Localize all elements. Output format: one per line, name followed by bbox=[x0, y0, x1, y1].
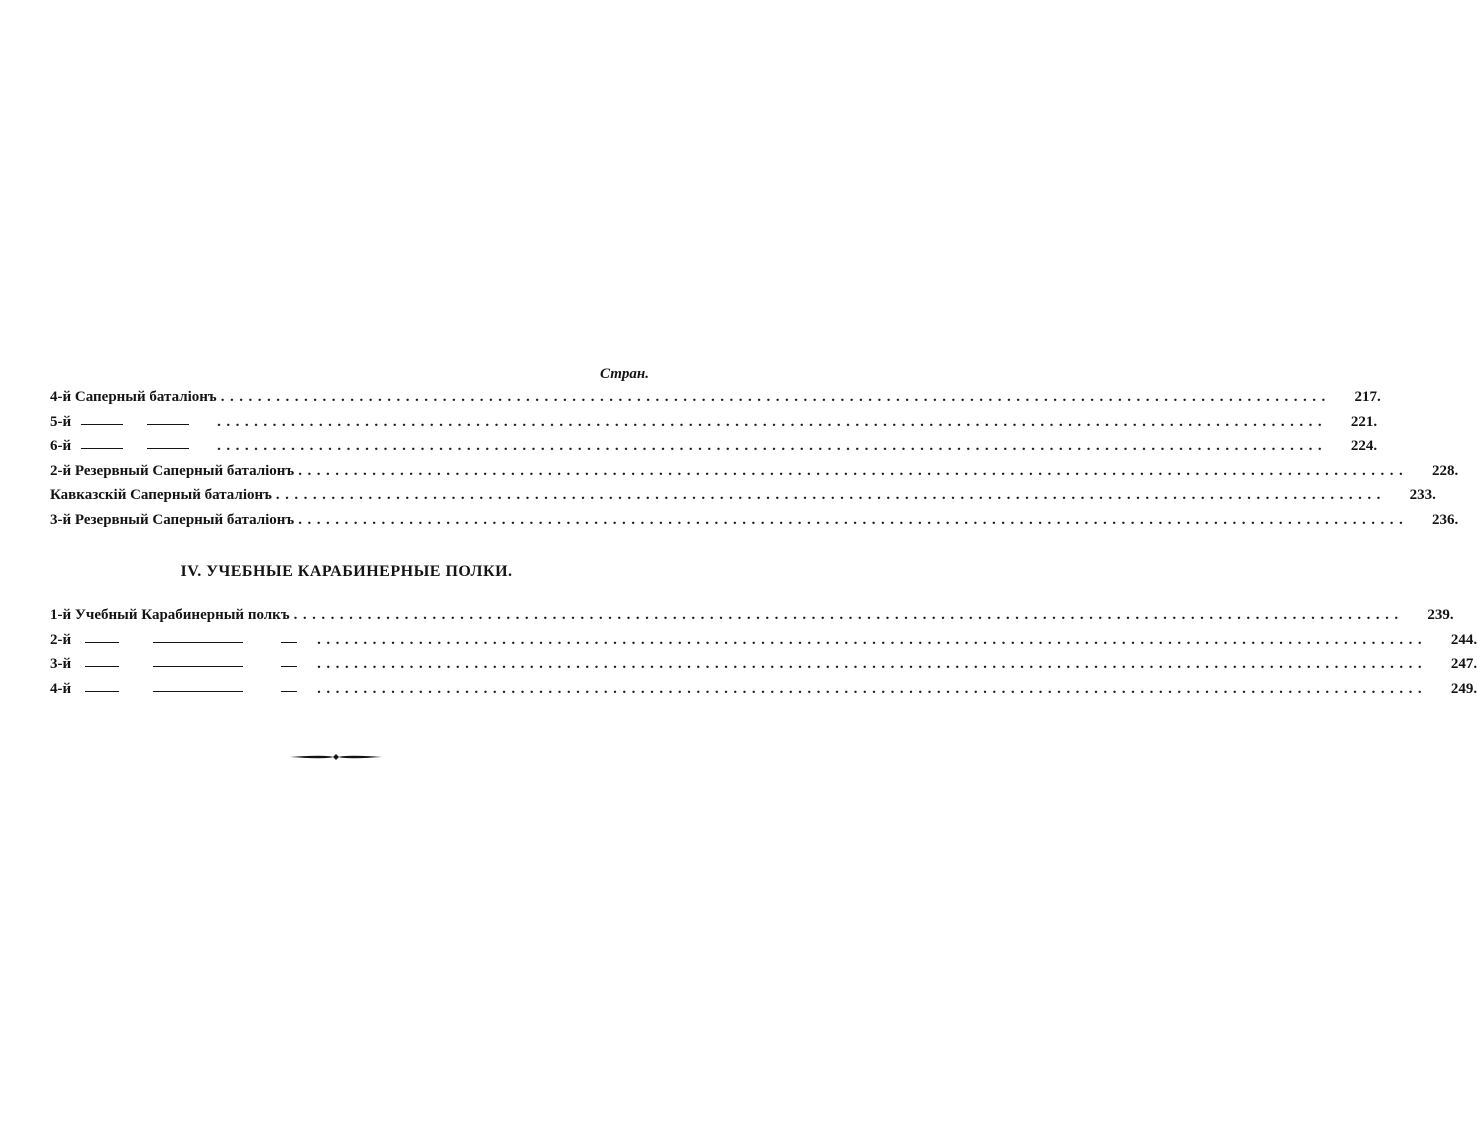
toc-entry bbox=[50, 607, 1454, 632]
entry-number: 5-й bbox=[50, 413, 72, 430]
entry-page: 244. bbox=[1450, 631, 1477, 648]
entry-page: 224. bbox=[1350, 438, 1378, 454]
entry-page: 221. bbox=[1350, 413, 1378, 430]
entry-page: 233. bbox=[1409, 487, 1436, 503]
dot-leader: ........................................................................................................................ bbox=[317, 631, 1428, 648]
ditto-dash bbox=[81, 424, 123, 425]
toc-entry bbox=[50, 389, 1381, 414]
toc-entry bbox=[50, 511, 1459, 537]
dot-leader: ........................................................................................................................ bbox=[298, 462, 1409, 479]
toc-entry bbox=[50, 631, 1477, 657]
ditto-dash bbox=[85, 642, 119, 643]
ditto-dash bbox=[85, 666, 119, 667]
entry-page: 236. bbox=[1431, 511, 1459, 528]
toc-entry bbox=[50, 462, 1459, 488]
dot-leader: ........................................................................................................................ bbox=[293, 607, 1404, 623]
ditto-dash bbox=[147, 424, 189, 425]
entry-page: 239. bbox=[1427, 607, 1454, 623]
ditto-dash bbox=[153, 666, 243, 667]
entry-label: Кавказскій Саперный баталіонъ bbox=[50, 487, 272, 503]
toc-entry bbox=[50, 656, 1477, 681]
ditto-dash bbox=[81, 448, 123, 449]
entry-number: 3-й bbox=[50, 656, 72, 672]
entry-page: 247. bbox=[1450, 656, 1477, 672]
ditto-dash bbox=[147, 448, 189, 449]
dot-leader: ........................................................................................................................ bbox=[317, 656, 1428, 672]
ditto-dash bbox=[153, 691, 243, 692]
dot-leader: ........................................................................................................................ bbox=[298, 511, 1409, 528]
toc-entry bbox=[50, 487, 1436, 512]
section-heading: IV. УЧЕБНЫЕ КАРАБИНЕРНЫЕ ПОЛКИ. bbox=[180, 563, 513, 580]
dot-leader: ........................................................................................................................ bbox=[217, 413, 1328, 430]
ditto-dash bbox=[281, 642, 297, 643]
entry-label: 4-й Саперный баталіонъ bbox=[50, 389, 217, 405]
entry-page: 228. bbox=[1431, 462, 1459, 479]
page-column-header: Стран. bbox=[600, 366, 649, 382]
toc-list-battalions bbox=[50, 389, 1459, 536]
entry-number: 4-й bbox=[50, 680, 72, 697]
dot-leader: ........................................................................................................................ bbox=[317, 680, 1428, 697]
dot-leader: ........................................................................................................................ bbox=[275, 487, 1386, 503]
dot-leader: ........................................................................................................................ bbox=[217, 438, 1328, 454]
ditto-entry bbox=[50, 682, 313, 697]
entry-page: 217. bbox=[1354, 389, 1381, 405]
toc-list-regiments bbox=[50, 607, 1477, 705]
ditto-dash bbox=[153, 642, 243, 643]
ditto-dash bbox=[85, 691, 119, 692]
entry-label: 3-й Резервный Саперный баталіонъ bbox=[50, 511, 295, 528]
toc-entry bbox=[50, 438, 1378, 463]
toc-entry bbox=[50, 413, 1378, 439]
dot-leader: ........................................................................................................................ bbox=[220, 389, 1331, 405]
entry-number: 2-й bbox=[50, 631, 72, 648]
ditto-entry bbox=[50, 633, 313, 648]
ornament-rule-icon bbox=[290, 751, 382, 763]
entry-number: 6-й bbox=[50, 438, 72, 454]
entry-page: 249. bbox=[1450, 680, 1477, 697]
ditto-entry bbox=[50, 415, 213, 430]
ditto-entry bbox=[50, 657, 313, 672]
ditto-dash bbox=[281, 666, 297, 667]
toc-entry bbox=[50, 680, 1477, 706]
ditto-entry bbox=[50, 439, 213, 454]
entry-label: 1-й Учебный Карабинерный полкъ bbox=[50, 607, 290, 623]
entry-label: 2-й Резервный Саперный баталіонъ bbox=[50, 462, 295, 479]
ditto-dash bbox=[281, 691, 297, 692]
